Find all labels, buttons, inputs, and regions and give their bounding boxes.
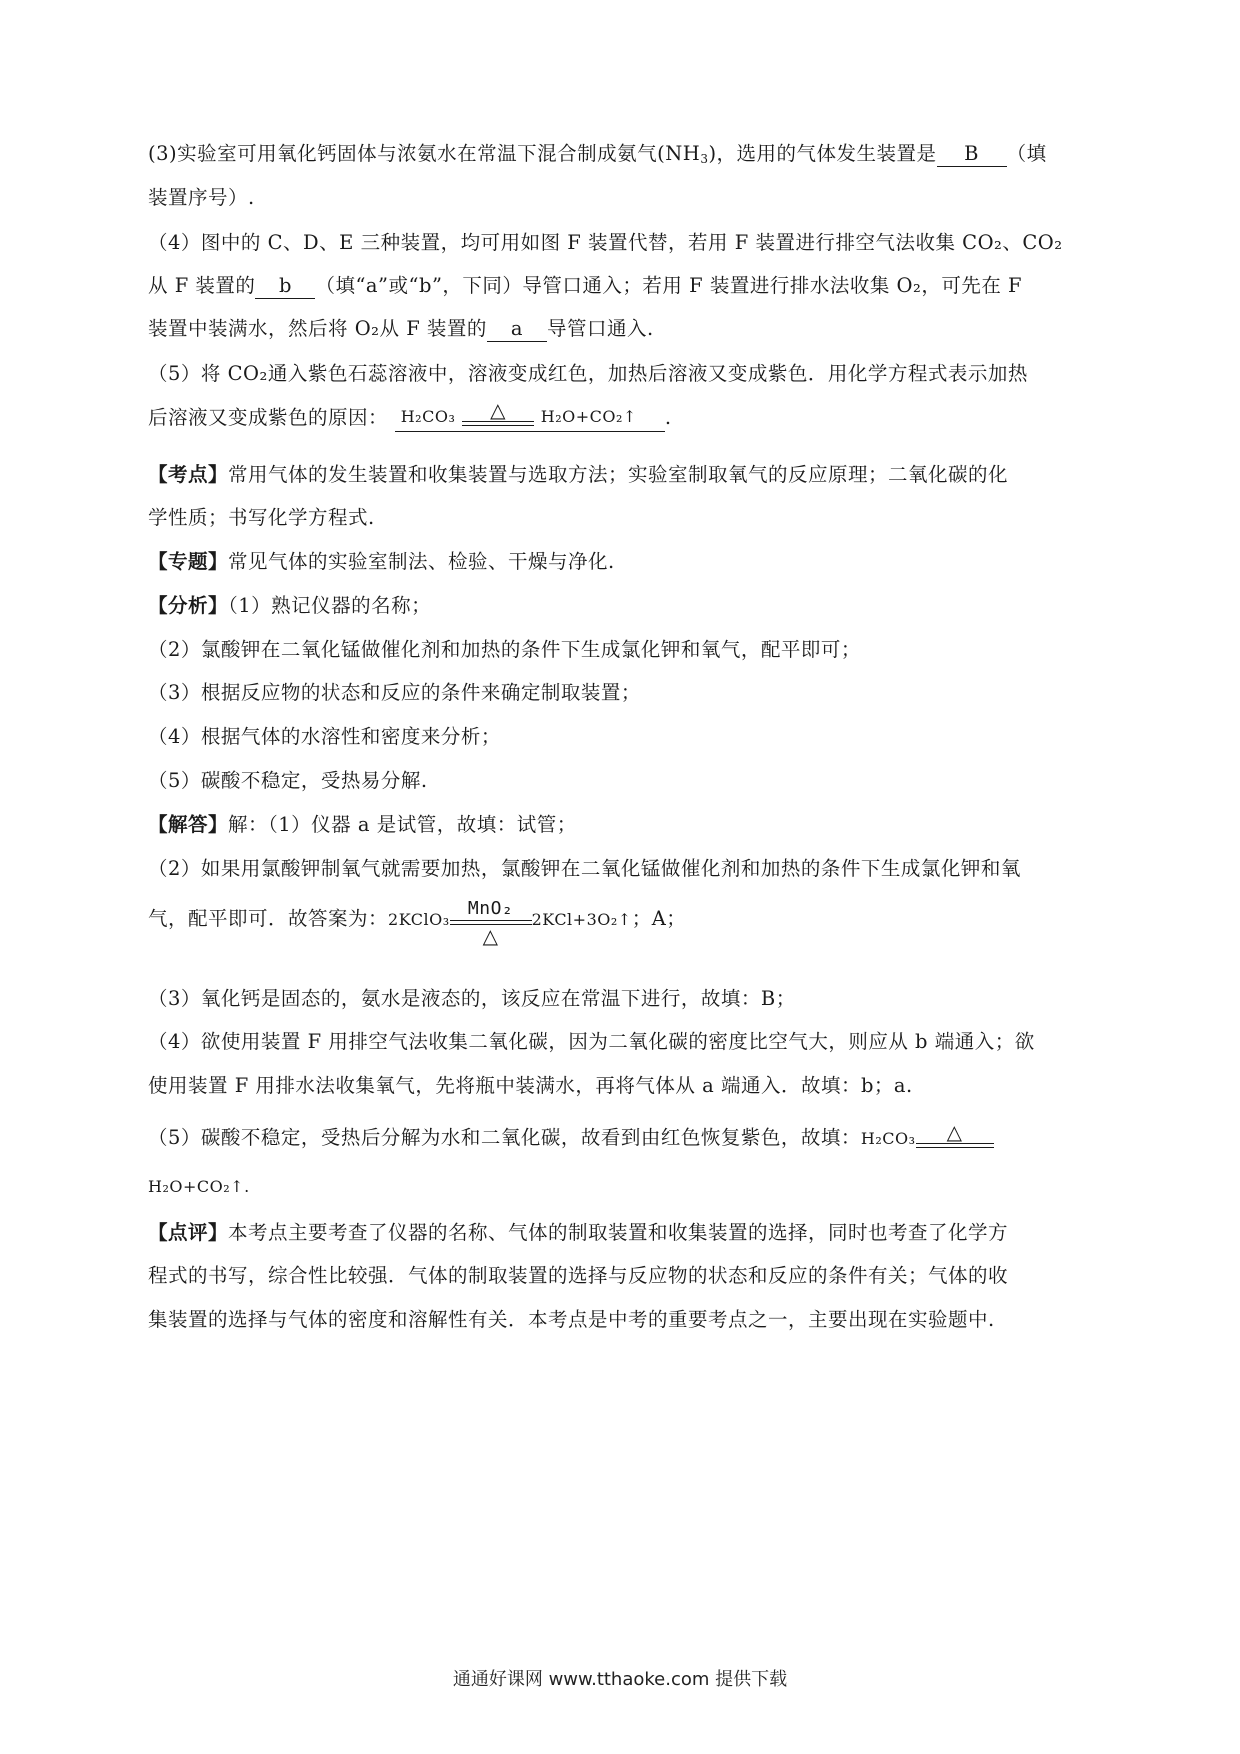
fenxi-text-2: （2）氯酸钾在二氧化锰做催化剂和加热的条件下生成氯化钾和氧气，配平即可； — [148, 638, 861, 661]
kaodian-line-2 — [148, 504, 1098, 532]
jieda-text-4: （3）氧化钙是固态的，氨水是液态的，该反应在常温下进行，故填：B； — [148, 987, 796, 1010]
jieda-text-6: 使用装置 F 用排水法收集氧气，先将瓶中装满水，再将气体从 a 端通入．故填：b；a. — [148, 1074, 913, 1097]
q4-text-line3-before: 装置中装满水，然后将 O₂从 F 装置的 — [148, 317, 487, 340]
zhuanti-text: 常见气体的实验室制法、检验、干燥与净化. — [228, 550, 615, 573]
jieda-text-3-before: 气，配平即可．故答案为： — [148, 907, 389, 930]
jieda-text-1: 解：（1）仪器 a 是试管，故填：试管； — [228, 813, 577, 836]
q5-text-line1: （5）将 CO₂通入紫色石蕊溶液中，溶液变成红色，加热后溶液又变成紫色．用化学方程式表示加热 — [148, 362, 1028, 385]
jieda-label: 【解答】 — [148, 813, 229, 836]
q4-answer-b-blank — [255, 274, 315, 299]
jieda-line-2 — [148, 855, 1098, 883]
fenxi-label: 【分析】 — [148, 594, 229, 617]
fenxi-text-5: （5）碳酸不稳定，受热易分解. — [148, 769, 428, 792]
jieda-line-1 — [148, 811, 1098, 839]
q5-eq-right: H₂O+CO₂↑ — [540, 407, 637, 426]
q4-text-line2-after: （填“a”或“b”，下同）导管口通入；若用 F 装置进行排水法收集 O₂，可先在 F — [315, 274, 1023, 297]
q5-text-line2-after: . — [664, 406, 672, 429]
dianping-line-3 — [148, 1306, 1098, 1334]
q4-text-line2-before: 从 F 装置的 — [148, 274, 256, 297]
kaodian-text-1: 常用气体的发生装置和收集装置与选取方法；实验室制取氧气的反应原理；二氧化碳的化 — [228, 463, 1009, 486]
fenxi-line-3 — [148, 679, 1098, 707]
q4-text-line3-after: 导管口通入. — [546, 317, 654, 340]
dianping-line-1 — [148, 1219, 1098, 1247]
jieda-eq3-arrow — [916, 1121, 994, 1148]
q4-answer-a-blank — [487, 317, 547, 342]
q3-answer-blank — [937, 142, 1007, 167]
zhuanti-label: 【专题】 — [148, 550, 229, 573]
jieda-line-7 — [148, 1120, 1098, 1160]
dianping-line-2 — [148, 1262, 1098, 1290]
jieda-line-5 — [148, 1028, 1098, 1056]
fenxi-text-3: （3）根据反应物的状态和反应的条件来确定制取装置； — [148, 681, 641, 704]
q3-subscript: 3 — [700, 152, 709, 166]
jieda-eq2-catalyst: MnO₂ — [467, 898, 514, 919]
footer-watermark: 通通好课网 www.tthaoke.com 提供下载 — [452, 1669, 788, 1690]
jieda-text-5: （4）欲使用装置 F 用排空气法收集二氧化碳，因为二氧化碳的密度比空气大，则应从 b 端通入；欲 — [148, 1030, 1035, 1053]
jieda-eq2-heat: △ — [482, 924, 499, 948]
q3-answer: B — [964, 142, 979, 165]
fenxi-line-5 — [148, 767, 1098, 795]
dianping-text-2: 程式的书写，综合性比较强．气体的制取装置的选择与反应物的状态和反应的条件有关；气体的收 — [148, 1264, 1009, 1287]
q4-line-1 — [148, 229, 1098, 257]
q3-text-after: （填 — [1006, 142, 1047, 165]
dianping-text-1: 本考点主要考查了仪器的名称、气体的制取装置和收集装置的选择，同时也考查了化学方 — [228, 1221, 1009, 1244]
q3-line-2 — [148, 184, 1098, 212]
jieda-eq3-condition: △ — [946, 1120, 963, 1144]
q4-line-3 — [148, 315, 1098, 343]
q5-line-2 — [148, 398, 1098, 438]
jieda-eq2-left: 2KClO₃ — [388, 910, 450, 929]
jieda-line-3 — [148, 898, 1098, 954]
q4-text-line1: （4）图中的 C、D、E 三种装置，均可用如图 F 装置代替，若用 F 装置进行排空气法收集 CO₂、CO₂ — [148, 231, 1063, 254]
zhuanti-line — [148, 548, 1098, 576]
q4-line-2 — [148, 272, 1098, 300]
jieda-line-6 — [148, 1072, 1098, 1100]
dianping-text-3: 集装置的选择与气体的密度和溶解性有关．本考点是中考的重要考点之一，主要出现在实验题中. — [148, 1308, 995, 1331]
jieda-text-8: H₂O+CO₂↑. — [148, 1177, 250, 1196]
jieda-eq2-right: 2KCl+3O₂↑ — [531, 910, 632, 929]
jieda-line-8 — [148, 1172, 1098, 1201]
q5-eq-arrow — [462, 399, 534, 426]
kaodian-label: 【考点】 — [148, 463, 229, 486]
kaodian-text-2: 学性质；书写化学方程式. — [148, 506, 375, 529]
fenxi-line-2 — [148, 636, 1098, 664]
q5-equation-blank — [395, 398, 665, 432]
fenxi-line-1 — [148, 592, 1098, 620]
fenxi-line-4 — [148, 723, 1098, 751]
dianping-label: 【点评】 — [148, 1221, 229, 1244]
q5-line-1 — [148, 360, 1098, 388]
jieda-text-3-after: ；A； — [631, 907, 687, 930]
jieda-line-4 — [148, 985, 1098, 1013]
jieda-text-2: （2）如果用氯酸钾制氧气就需要加热，氯酸钾在二氧化锰做催化剂和加热的条件下生成氯化钾和氧 — [148, 857, 1021, 880]
q3-text-mid: )，选用的气体发生装置是 — [708, 142, 937, 165]
q5-eq-condition: △ — [490, 398, 506, 422]
q5-eq-left: H₂CO₃ — [400, 407, 456, 426]
q3-line-1 — [148, 140, 1098, 173]
q4-answer-b: b — [278, 274, 292, 297]
jieda-eq2-arrow — [450, 898, 532, 947]
fenxi-text-4: （4）根据气体的水溶性和密度来分析； — [148, 725, 501, 748]
q5-text-line2-before: 后溶液又变成紫色的原因： — [148, 406, 389, 429]
fenxi-text-1: （1）熟记仪器的名称； — [228, 594, 432, 617]
q4-answer-a: a — [510, 317, 523, 340]
q3-text-before: (3)实验室可用氧化钙固体与浓氨水在常温下混合制成氨气(NH — [148, 142, 701, 165]
jieda-text-7-before: （5）碳酸不稳定，受热后分解为水和二氧化碳，故看到由红色恢复紫色，故填： — [148, 1126, 861, 1149]
kaodian-line-1 — [148, 461, 1098, 489]
jieda-eq3-left: H₂CO₃ — [860, 1129, 916, 1148]
q3-text-line2: 装置序号）. — [148, 186, 255, 209]
